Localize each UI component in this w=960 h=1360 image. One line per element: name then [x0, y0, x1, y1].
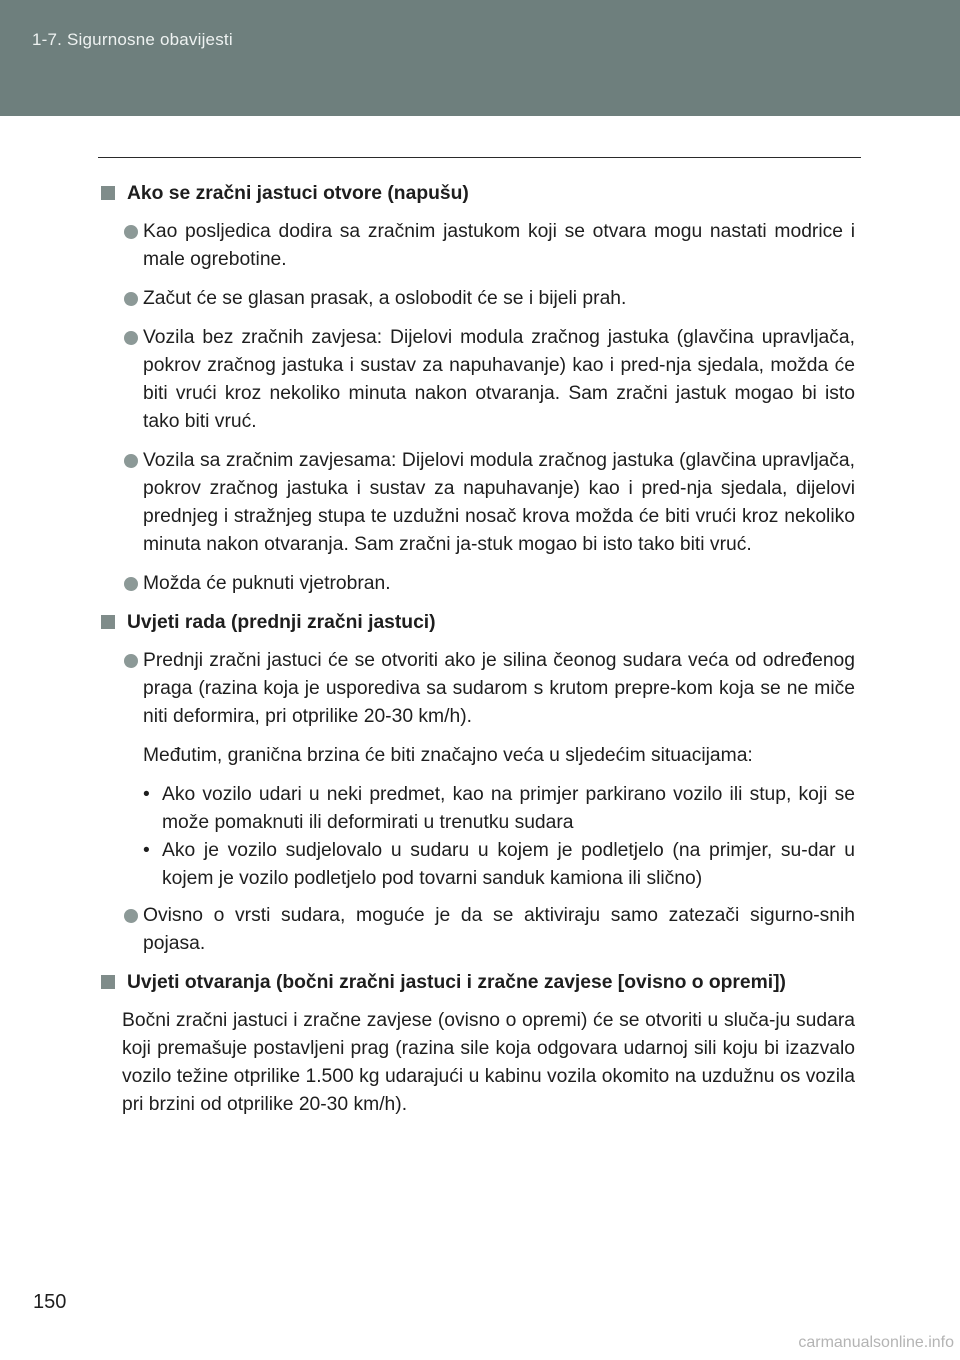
section-title: Uvjeti otvaranja (bočni zračni jastuci i zračne zavjese [ovisno o opremi]): [127, 972, 786, 993]
header-band: [0, 0, 960, 116]
watermark-text: carmanualsonline.info: [798, 1334, 954, 1351]
list-item-text: Kao posljedica dodira sa zračnim jastukom koji se otvara mogu nastati modrice i male ogrebotine.: [143, 221, 855, 270]
list-item-text: Vozila bez zračnih zavjesa: Dijelovi modula zračnog jastuka (glavčina upravljača, pokrov zračnog jastuka i sustav za napuhavanje) kao i pred-nja sjedala, možda će biti vrući kroz nekoliko minuta nakon otvaranja. Sam zračni jastuk mogao bi isto tako biti vruć.: [143, 327, 855, 432]
list-item-text: Začut će se glasan prasak, a oslobodit će se i bijeli prah.: [143, 288, 627, 309]
list-item: [100, 570, 855, 598]
section-heading-airbag-deployed: [100, 180, 855, 208]
sub-list: [100, 781, 855, 893]
list-item: [100, 285, 855, 313]
continuation-text: Međutim, granična brzina će biti značajno veća u sljedećim situacijama:: [143, 745, 753, 766]
list-item-text: Prednji zračni jastuci će se otvoriti ako je silina čeonog sudara veća od određenog praga (razina koja je usporediva sa sudarom s krutom prepre-kom koja se ne miče niti deformira, pri otprilike 20-30 km/h).: [143, 650, 855, 727]
list-item: [100, 324, 855, 436]
section-title: Uvjeti rada (prednji zračni jastuci): [127, 612, 436, 633]
list-item-text: Ovisno o vrsti sudara, moguće je da se aktiviraju samo zatezači sigurno-snih pojasa.: [143, 905, 855, 954]
list-item-text: Vozila sa zračnim zavjesama: Dijelovi modula zračnog jastuka (glavčina upravljača, pokrov zračnog jastuka i sustav za napuhavanje) kao i pred-nja sjedala, dijelovi prednjeg i stražnjeg stupa te uzdužni nosač krova možda će biti vrući kroz nekoliko minuta nakon otvaranja. Sam zračni ja-stuk mogao bi isto tako biti vruć.: [143, 450, 855, 555]
body-paragraph: Bočni zračni jastuci i zračne zavjese (ovisno o opremi) će se otvoriti u sluča-ju sudara koji premašuje postavljeni prag (razina sile koja odgovara udarnoj sili koju bi izazvalo vozilo težine otprilike 1.500 kg udarajući u kabinu vozila okomito na uzdužnu os vozila pri brzini od otprilike 20-30 km/h).: [122, 1010, 855, 1115]
circle-bullet-icon: [124, 577, 138, 591]
dot-bullet-icon: •: [143, 784, 150, 805]
square-bullet-icon: [101, 975, 115, 989]
list-item: [100, 218, 855, 274]
page-content: [100, 180, 855, 1129]
list-item: [100, 647, 855, 731]
section-title: Ako se zračni jastuci otvore (napušu): [127, 183, 469, 204]
square-bullet-icon: [101, 186, 115, 200]
list-item: [100, 447, 855, 559]
circle-bullet-icon: [124, 654, 138, 668]
circle-bullet-icon: [124, 909, 138, 923]
sub-list-item: [100, 837, 855, 893]
section-heading-side-airbags: [100, 969, 855, 997]
header-rule: [98, 157, 861, 158]
circle-bullet-icon: [124, 292, 138, 306]
dot-bullet-icon: •: [143, 840, 150, 861]
square-bullet-icon: [101, 615, 115, 629]
sub-list-item: [100, 781, 855, 837]
circle-bullet-icon: [124, 454, 138, 468]
list-item-text: Možda će puknuti vjetrobran.: [143, 573, 391, 594]
sub-list-item-text: Ako je vozilo sudjelovalo u sudaru u kojem je podletjelo (na primjer, su-dar u kojem je vozilo podletjelo pod tovarni sanduk kamiona ili slično): [162, 840, 855, 889]
circle-bullet-icon: [124, 225, 138, 239]
section-label: 1-7. Sigurnosne obavijesti: [32, 30, 233, 49]
page-number: 150: [33, 1291, 67, 1313]
circle-bullet-icon: [124, 331, 138, 345]
section-heading-front-airbags: [100, 609, 855, 637]
list-item: [100, 902, 855, 958]
sub-list-item-text: Ako vozilo udari u neki predmet, kao na primjer parkirano vozilo ili stup, koji se može pomaknuti ili deformirati u trenutku sudara: [162, 784, 855, 833]
